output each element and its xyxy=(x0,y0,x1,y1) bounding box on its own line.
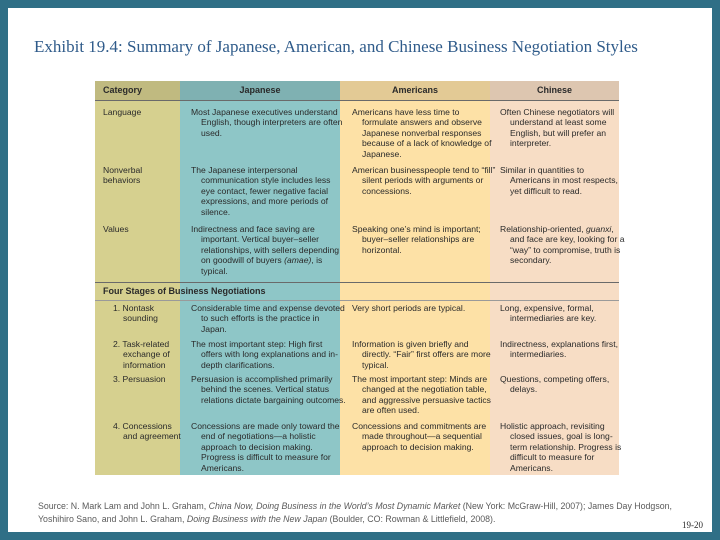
stage4-category: 4. Concessions and agreement xyxy=(113,421,181,442)
source-citation: Source: N. Mark Lam and John L. Graham, China Now, Doing Business in the World’s Most Dynamic Market (New York: McGraw-Hill, 2007); James Day Hodgson, Yoshihiro Sano, and John L. Graham, Doing Business with the New Japan (Boulder, CO: Rowman & Littlefield, 2008). xyxy=(38,501,672,524)
header-chinese: Chinese xyxy=(536,85,572,95)
row-language-chinese: Often Chinese negotiators will understand at least some English, but will prefer an interpreter. xyxy=(500,107,615,149)
row-nonverbal-chinese: Similar in quantities to Americans in most respects, yet difficult to read. xyxy=(500,165,618,196)
stage1-chinese: Long, expensive, formal, intermediaries are key. xyxy=(500,303,597,324)
section-divider xyxy=(95,282,619,283)
stage2-japanese: The most important step: High first offers with long explanations and in-depth clarifications. xyxy=(191,339,338,370)
stage3-category: 3. Persuasion xyxy=(113,374,166,384)
category-column xyxy=(95,81,180,475)
row-values-category: Values xyxy=(103,224,129,234)
japanese-column xyxy=(180,81,340,475)
slide xyxy=(8,8,712,532)
stage4-americans: Concessions and commitments are made throughout—a sequential approach to decision making. xyxy=(352,421,487,452)
row-values-japanese: Indirectness and face saving are important. Vertical buyer–seller relationships, with sellers depending on goodwill of buyers (amae), is typical. xyxy=(191,224,340,276)
exhibit-title: Exhibit 19.4: Summary of Japanese, American, and Chinese Business Negotiation Styles xyxy=(34,37,638,56)
header-category: Category xyxy=(103,85,143,95)
row-nonverbal-japanese: The Japanese interpersonal communication style includes less eye contact, fewer negative facial expressions, and more periods of silence. xyxy=(191,165,331,217)
stage2-americans: Information is given briefly and directly. “Fair” first offers are more typical. xyxy=(352,339,491,370)
stage1-category: 1. Nontask sounding xyxy=(113,303,158,324)
stage4-chinese: Holistic approach, revisiting closed issues, goal is long-term relationship. Progress is difficult to measure for Americans. xyxy=(500,421,622,473)
row-nonverbal-category: Nonverbal behaviors xyxy=(103,165,143,186)
row-language-japanese: Most Japanese executives understand English, though interpreters are often used. xyxy=(191,107,343,138)
stage3-americans: The most important step: Minds are changed at the negotiation table, and aggressive persuasive tactics are often used. xyxy=(352,374,491,416)
header-divider xyxy=(95,100,619,101)
row-values-chinese: Relationship-oriented, guanxi, and face are key, looking for a “way” to compromise, truth is secondary. xyxy=(500,224,625,266)
row-nonverbal-americans: American businesspeople tend to “fill” silent periods with arguments or concessions. xyxy=(352,165,496,196)
header-americans: Americans xyxy=(391,85,439,95)
stage4-japanese: Concessions are made only toward the end of negotiations—a holistic approach to decision making. Progress is difficult to measure for Americans. xyxy=(191,421,340,473)
stage2-category: 2. Task-related exchange of information xyxy=(113,339,170,370)
page-number: 19-20 xyxy=(682,520,703,530)
header-japanese: Japanese xyxy=(239,85,281,95)
row-values-americans: Speaking one’s mind is important; buyer–seller relationships are horizontal. xyxy=(352,224,481,255)
stage1-americans: Very short periods are typical. xyxy=(352,303,466,313)
stage3-chinese: Questions, competing offers, delays. xyxy=(500,374,610,395)
section-title: Four Stages of Business Negotiations xyxy=(103,286,266,296)
negotiation-styles-table xyxy=(95,81,625,475)
stage1-japanese: Considerable time and expense devoted to such efforts is the practice in Japan. xyxy=(191,303,345,334)
section-header-divider xyxy=(95,300,619,301)
stage2-chinese: Indirectness, explanations first, intermediaries. xyxy=(500,339,618,360)
row-language-americans: Americans have less time to formulate answers and observe Japanese nonverbal responses because of a lack of knowledge of Japanese. xyxy=(352,107,492,159)
row-language-category: Language xyxy=(103,107,142,117)
stage3-japanese: Persuasion is accomplished primarily behind the scenes. Vertical status relations dictate bargaining outcomes. xyxy=(191,374,346,405)
